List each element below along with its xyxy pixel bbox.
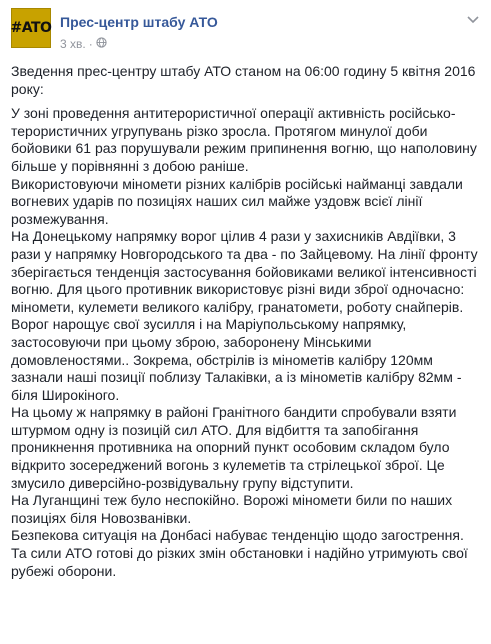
avatar-logo-text: #ATO bbox=[10, 20, 52, 36]
post-paragraph: На Луганщині теж було неспокійно. Ворожі міномети били по наших позиціях біля Новозванівки. bbox=[11, 492, 453, 526]
meta-separator: · bbox=[88, 37, 93, 51]
post-paragraph: Використовуючи міномети різних калібрів російські найманці завдали вогневих ударів по позиціях наших сил майже уздовж всієї лінії розмежування. bbox=[11, 175, 463, 227]
post-headline: Зведення прес-центру штабу АТО станом на 06:00 годину 5 квітня 2016 року: bbox=[11, 63, 476, 97]
post-paragraph: Ворог нарощує свої зусилля і на Маріупольському напрямку, застосовуючи при цьому зброю, заборонену Мінськими домовленостями.. Зокрема, обстрілів із мінометів калібру 120мм зазнали наші позиції поблизу Талаківки, а із мінометів калібру 82мм - біля Широкіного. bbox=[11, 316, 462, 403]
page-name-link[interactable]: Прес-центр штабу АТО bbox=[60, 14, 218, 30]
post-meta bbox=[60, 36, 107, 52]
chevron-down-icon[interactable] bbox=[465, 12, 481, 28]
page-avatar[interactable] bbox=[11, 8, 51, 48]
post-timestamp[interactable]: 3 хв. bbox=[60, 37, 86, 51]
globe-icon[interactable] bbox=[96, 36, 107, 52]
post-paragraph: На цьому ж напрямку в районі Гранітного бандити спробували взяти штурмом одну із позицій сил АТО. Для відбиття та запобігання проникнення противника на опорний пункт особовим складом було відкрито зосереджений вогонь з кулеметів та стрілецької зброї. Це змусило диверсійно-розвідувальну групу відступити. bbox=[11, 404, 457, 491]
post-text bbox=[11, 63, 483, 580]
post-paragraph: Безпекова ситуація на Донбасі набуває тенденцію щодо загострення. Та сили АТО готові до різких змін обстановки і надійно утримують свої рубежі оборони. bbox=[11, 527, 468, 579]
post-paragraph: На Донецькому напрямку ворог цілив 4 рази у захисників Авдіївки, 3 рази у напрямку Новгородського та два - по Зайцевому. На лінії фронту зберігається тенденція застосування бойовиками великої інтенсивності вогню. Для цього противник використовує різні види зброї одночасно: міномети, кулемети великого калібру, гранатомети, роботу снайперів. bbox=[11, 228, 478, 315]
post-paragraph: У зоні проведення антитерористичної операції активність російсько-терористичних угрупувань різко зросла. Протягом минулої доби бойовики 61 раз порушували режим припинення вогню, що наполовину більше у порівнянні з добою раніше. bbox=[11, 105, 477, 174]
